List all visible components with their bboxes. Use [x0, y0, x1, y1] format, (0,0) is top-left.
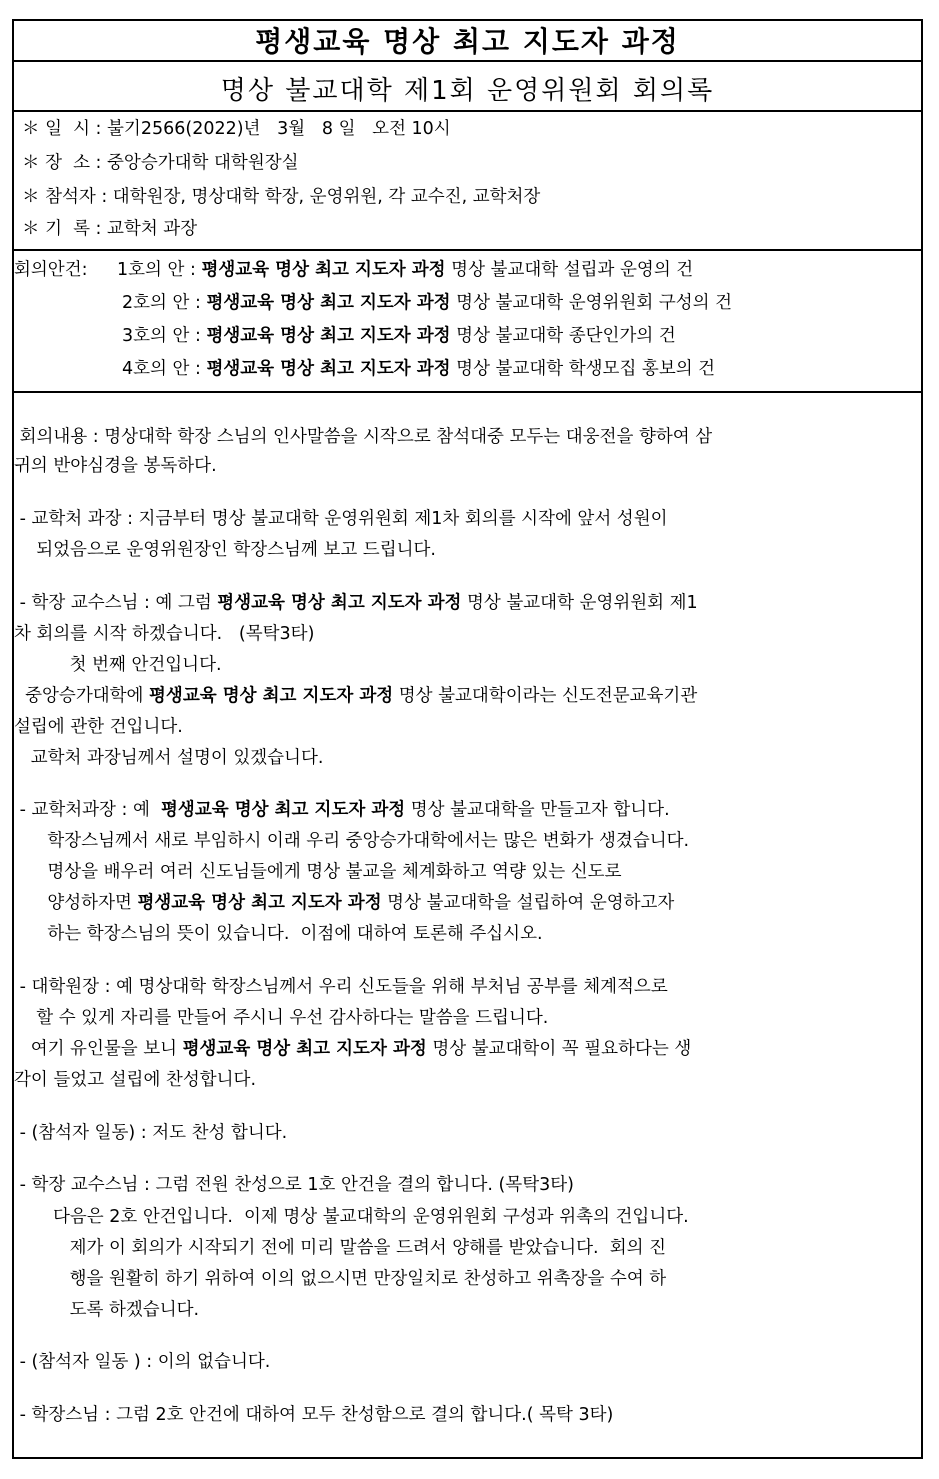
minutes-line: 하는 학장스님의 뜻이 있습니다. 이점에 대하여 토론해 주십시오.: [14, 924, 543, 944]
minutes-line: - (참석자 일동) : 저도 찬성 합니다.: [14, 1123, 288, 1143]
document-title: 평생교육 명상 최고 지도자 과정: [255, 25, 680, 58]
minutes-line: 설립에 관한 건입니다.: [14, 717, 183, 737]
divider: [12, 110, 923, 112]
minutes-line: - (참석자 일동 ) : 이의 없습니다.: [14, 1352, 271, 1372]
minutes-line: 명상을 배우러 여러 신도님들에게 명상 불교을 체계화하고 역량 있는 신도로: [14, 862, 622, 882]
minutes-line: 할 수 있게 자리를 만들어 주시니 우선 감사하다는 말씀을 드립니다.: [14, 1008, 549, 1028]
minutes-line: 각이 들었고 설립에 찬성합니다.: [14, 1070, 257, 1090]
minutes-line: 회의내용 : 명상대학 학장 스님의 인사말씀을 시작으로 참석대중 모두는 대웅전을 향하여 삼: [14, 427, 713, 447]
divider: [12, 249, 923, 251]
minutes-line: 귀의 반야심경을 봉독하다.: [14, 456, 217, 476]
minutes-line: - 대학원장 : 예 명상대학 학장스님께서 우리 신도들을 위해 부처님 공부를 체계적으로: [14, 977, 668, 997]
minutes-line: - 학장 교수스님 : 예 그럼 평생교육 명상 최고 지도자 과정 명상 불교대학 운영위원회 제1: [14, 593, 698, 613]
minutes-line: 학장스님께서 새로 부임하시 이래 우리 중앙승가대학에서는 많은 변화가 생겼습니다.: [14, 831, 690, 851]
agenda-item: 4호의 안 : 평생교육 명상 최고 지도자 과정 명상 불교대학 학생모집 홍보의 건: [122, 359, 716, 379]
minutes-line: 제가 이 회의가 시작되기 전에 미리 말씀을 드려서 양해를 받았습니다. 회의 진: [14, 1238, 666, 1258]
minutes-line: - 교학처 과장 : 지금부터 명상 불교대학 운영위원회 제1차 회의를 시작에 앞서 성원이: [14, 509, 668, 529]
document-subtitle: 명상 불교대학 제1회 운영위원회 회의록: [220, 76, 715, 106]
divider: [12, 391, 923, 393]
minutes-line: - 학장 교수스님 : 그럼 전원 찬성으로 1호 안건을 결의 합니다. (목탁3타): [14, 1175, 574, 1195]
agenda-item: 1호의 안 : 평생교육 명상 최고 지도자 과정 명상 불교대학 설립과 운영의 건: [117, 260, 694, 280]
minutes-line: 양성하자면 평생교육 명상 최고 지도자 과정 명상 불교대학을 설립하여 운영하고자: [14, 893, 675, 913]
minutes-line: 첫 번째 안건입니다.: [14, 655, 222, 675]
minutes-line: 도록 하겠습니다.: [14, 1300, 200, 1320]
minutes-line: 중앙승가대학에 평생교육 명상 최고 지도자 과정 명상 불교대학이라는 신도전문교육기관: [14, 686, 698, 706]
info-place: ＊ 장 소 : 중앙승가대학 대학원장실: [22, 153, 299, 173]
agenda-item: 3호의 안 : 평생교육 명상 최고 지도자 과정 명상 불교대학 종단인가의 건: [122, 326, 676, 346]
info-date: ＊ 일 시 : 불기2566(2022)년 3월 8 일 오전 10시: [22, 119, 451, 139]
minutes-line: 다음은 2호 안건입니다. 이제 명상 불교대학의 운영위원회 구성과 위촉의 건입니다.: [14, 1207, 689, 1227]
info-recorder: ＊ 기 록 : 교학처 과장: [22, 219, 198, 239]
minutes-line: 되었음으로 운영위원장인 학장스님께 보고 드립니다.: [14, 540, 436, 560]
minutes-line: - 교학처과장 : 예 평생교육 명상 최고 지도자 과정 명상 불교대학을 만들고자 합니다.: [14, 800, 670, 820]
minutes-line: 여기 유인물을 보니 평생교육 명상 최고 지도자 과정 명상 불교대학이 꼭 필요하다는 생: [14, 1039, 692, 1059]
info-attendees: ＊ 참석자 : 대학원장, 명상대학 학장, 운영위원, 각 교수진, 교학처장: [22, 187, 541, 207]
minutes-line: 차 회의를 시작 하겠습니다. (목탁3타): [14, 624, 315, 644]
agenda-label: 회의안건:: [14, 260, 88, 280]
divider: [12, 60, 923, 62]
agenda-item: 2호의 안 : 평생교육 명상 최고 지도자 과정 명상 불교대학 운영위원회 구성의 건: [122, 293, 732, 313]
minutes-line: 교학처 과장님께서 설명이 있겠습니다.: [14, 748, 324, 768]
minutes-line: - 학장스님 : 그럼 2호 안건에 대하여 모두 찬성함으로 결의 합니다.( 목탁 3타): [14, 1405, 614, 1425]
minutes-line: 행을 원활히 하기 위하여 이의 없으시면 만장일치로 찬성하고 위촉장을 수여 하: [14, 1269, 667, 1289]
